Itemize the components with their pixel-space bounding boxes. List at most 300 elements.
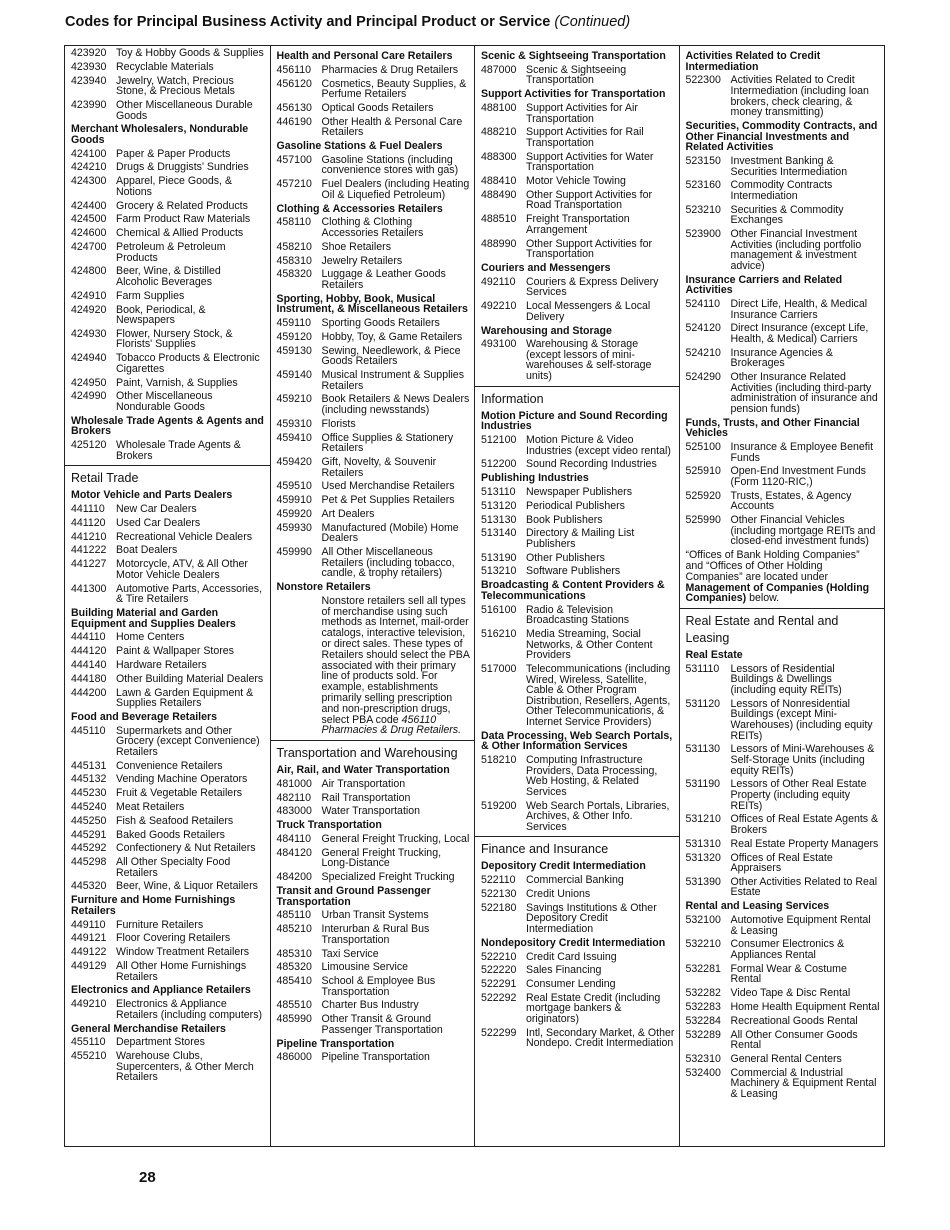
activity-description: Other Miscellaneous Nondurable Goods [116,390,213,413]
activity-description: Chemical & Allied Products [116,227,244,240]
naics-code: 518210 [481,754,517,767]
activity-description: Paint, Varnish, & Supplies [116,376,238,389]
naics-code: 488410 [481,175,517,188]
activity-description: Shoe Retailers [321,240,391,253]
naics-code: 444110 [71,631,106,644]
naics-code: 459510 [276,480,312,493]
naics-code: 525910 [685,465,721,478]
naics-code: 522299 [481,1026,517,1039]
code-row [481,755,675,797]
code-row [481,993,675,1025]
code-row [481,952,675,963]
code-row [71,1037,266,1048]
naics-code: 445240 [71,800,107,813]
activity-description: Book, Periodical, & Newspapers [116,303,206,327]
activity-description: Radio & Television Broadcasting Stations [526,603,630,627]
subheading: General Merchandise Retailers [71,1022,226,1035]
activity-description: Flower, Nursery Stock, & Florists' Supplies [116,327,233,351]
subheading: Motor Vehicle and Parts Dealers [71,489,233,502]
code-row [71,881,266,892]
code-row [481,127,675,148]
activity-description: Formal Wear & Costume Rental [730,962,847,986]
activity-description: Motion Picture & Video Industries (except video rental) [526,434,671,457]
code-row [71,162,266,173]
activity-description: All Other Home Furnishings Retailers [116,959,247,983]
code-row [481,339,675,381]
subheading: Broadcasting & Content Providers & Telecommunications [481,579,665,602]
activity-description: Pipeline Transportation [321,1051,430,1064]
naics-code: 532283 [685,1000,721,1013]
code-table [64,45,885,1147]
code-row [481,528,675,549]
activity-description: Jewelry Retailers [321,254,403,267]
naics-code: 423930 [71,60,107,73]
activity-description: Hardware Retailers [116,658,207,671]
code-row [71,646,266,657]
activity-description: Paper & Paper Products [116,147,231,160]
naics-code: 459140 [276,369,312,382]
code-row [71,48,266,59]
activity-description: Motor Vehicle Towing [526,175,626,188]
code-row [277,79,471,100]
code-row [71,999,266,1020]
code-row [686,491,881,512]
subheading: Warehousing and Storage [481,324,612,337]
naics-code: 445131 [71,759,107,772]
code-row [481,889,675,900]
activity-description: Air Transportation [321,777,406,790]
code-row [277,495,471,506]
naics-code: 512100 [481,434,517,447]
column-4 [680,46,885,1146]
naics-code: 522291 [481,978,517,991]
code-row [481,501,675,512]
code-row [277,179,471,200]
naics-code: 513130 [481,513,517,526]
code-row [686,853,881,874]
naics-code: 513190 [481,551,517,564]
code-row [277,394,471,415]
code-row [71,305,266,326]
code-row [71,228,266,239]
subheading: Depository Credit Intermediation [481,860,646,873]
naics-code: 445110 [71,724,106,737]
naics-code: 423940 [71,74,107,87]
code-row [277,269,471,290]
section [475,836,679,1049]
activity-description: Gift, Novelty, & Souvenir Retailers [321,455,437,479]
code-row [481,190,675,211]
activity-description: Support Activities for Rail Transportation [526,126,644,149]
activity-description: Book Retailers & News Dealers (including newsstands) [321,393,470,416]
naics-code: 532282 [685,987,721,1000]
activity-description: Media Streaming, Social Networks, & Other Content Providers [526,628,653,662]
note-end: below. [746,592,780,605]
naics-code: 458210 [276,240,312,253]
activity-description: Activities Related to Credit Intermediation (including loan brokers, check clearing, & money transmitting) [730,74,869,119]
code-row [71,761,266,772]
activity-description: New Car Dealers [116,503,197,516]
naics-code: 524290 [685,371,721,384]
naics-code: 488990 [481,237,517,250]
naics-code: 531390 [685,875,721,888]
naics-code: 493100 [481,338,517,351]
activity-description: Recyclable Materials [116,60,214,73]
activity-description: Interurban & Rural Bus Transportation [321,923,430,946]
code-row [277,872,471,883]
code-row [71,201,266,212]
naics-code: 516210 [481,628,517,640]
activity-description: Credit Unions [526,888,591,900]
naics-code: 485310 [276,947,312,960]
activity-description: Scenic & Sightseeing Transportation [526,63,627,87]
activity-description: Other Financial Investment Activities (including portfolio management & investment advice) [730,228,862,272]
activity-description: Motorcycle, ATV, & All Other Motor Vehicle Dealers [116,558,248,581]
activity-description: Vending Machine Operators [116,773,248,786]
naics-code: 483000 [276,805,312,818]
naics-code: 531190 [685,778,721,791]
naics-code: 455210 [71,1050,107,1063]
activity-description: Used Car Dealers [116,516,201,529]
naics-code: 513120 [481,499,517,512]
code-row [71,100,266,121]
section-title: Finance and Insurance [481,842,609,857]
subheading: Data Processing, Web Search Portals, & Other Information Services [481,729,673,753]
naics-code: 424500 [71,213,107,226]
naics-code: 459990 [276,546,312,559]
code-row [277,242,471,253]
naics-code: 516100 [481,603,517,616]
naics-code: 423990 [71,98,107,111]
naics-code: 456110 [276,63,312,76]
code-row [277,806,471,817]
code-row [277,1014,471,1035]
code-row [481,566,675,577]
code-row [277,910,471,921]
code-row [481,629,675,661]
naics-code: 446190 [276,115,312,128]
naics-code: 525100 [685,441,721,454]
code-row [277,419,471,430]
activity-description: Investment Banking & Securities Intermediation [730,154,848,178]
activity-description: Musical Instrument & Supplies Retailers [321,369,464,392]
naics-code: 532284 [685,1014,721,1027]
naics-code: 459130 [276,344,312,357]
activity-description: Offices of Real Estate Appraisers [730,851,833,875]
activity-description: Furniture Retailers [116,918,204,931]
activity-description: Convenience Retailers [116,759,223,772]
naics-code: 524120 [685,322,721,335]
subheading: Funds, Trusts, and Other Financial Vehicles [685,416,860,440]
activity-description: Tobacco Products & Electronic Cigarettes [116,352,260,375]
naics-code: 445292 [71,842,107,855]
code-row [277,332,471,343]
naics-code: 519200 [481,799,517,812]
code-row [71,632,266,643]
activity-description: Couriers & Express Delivery Services [526,275,659,299]
naics-code: 441227 [71,558,107,571]
naics-code: 522180 [481,901,517,914]
subheading: Insurance Carriers and Related Activities [685,273,843,297]
activity-description: Automotive Equipment Rental & Leasing [730,914,871,937]
activity-description: Lessors of Mini-Warehouses & Self-Storage Units (including equity REITs) [730,743,875,777]
activity-description: Lessors of Residential Buildings & Dwellings (including equity REITs) [730,662,842,697]
code-row [686,299,881,320]
code-row [71,440,266,461]
subheading: Sporting, Hobby, Book, Musical Instrument, & Miscellaneous Retailers [276,292,468,316]
activity-description: Commodity Contracts Intermediation [730,179,833,202]
activity-description: Other Health & Personal Care Retailers [321,115,463,139]
activity-description: Recreational Goods Rental [730,1014,858,1027]
naics-code: 455110 [71,1036,106,1049]
naics-code: 525990 [685,514,721,527]
code-row [686,779,881,811]
naics-code: 441110 [71,503,105,516]
naics-code: 441222 [71,544,107,557]
subheading: Pipeline Transportation [276,1037,395,1050]
activity-description: Directory & Mailing List Publishers [526,527,635,550]
subheading: Air, Rail, and Water Transportation [276,764,450,777]
code-row [686,839,881,850]
activity-description: All Other Consumer Goods Rental [730,1028,858,1052]
naics-code: 444140 [71,658,107,671]
naics-code: 485510 [276,999,312,1012]
naics-code: 513140 [481,527,517,540]
activity-description: Other Publishers [526,551,605,564]
activity-description: Lawn & Garden Equipment & Supplies Retailers [116,686,254,710]
naics-code: 459210 [276,393,312,406]
code-row [71,214,266,225]
activity-description: Charter Bus Industry [321,999,419,1012]
code-row [277,848,471,869]
page-number: 28 [139,1169,156,1186]
subheading: Securities, Commodity Contracts, and Other Financial Investments and Related Activities [685,119,878,154]
code-row [277,834,471,845]
activity-description: Jewelry, Watch, Precious Stone, & Precious Metals [116,74,235,98]
activity-description: Specialized Freight Trucking [321,871,455,884]
naics-code: 456130 [276,101,312,114]
activity-description: Sporting Goods Retailers [321,317,440,330]
naics-code: 425120 [71,439,107,452]
code-row [686,939,881,960]
naics-code: 532281 [685,962,721,975]
naics-code: 449210 [71,998,107,1011]
section [65,465,270,1083]
code-row [686,156,881,177]
code-row [686,515,881,547]
activity-description: Taxi Service [321,947,379,960]
code-row [686,1068,881,1100]
code-row [481,515,675,526]
code-row [481,664,675,728]
code-row [71,532,266,543]
naics-code: 488510 [481,213,517,226]
code-row [71,843,266,854]
naics-code: 424930 [71,327,107,340]
code-row [481,152,675,173]
activity-description: Used Merchandise Retailers [321,480,455,493]
naics-code: 484110 [276,833,312,846]
activity-description: Wholesale Trade Agents & Brokers [116,439,241,462]
subheading: Motion Picture and Sound Recording Industries [481,409,668,433]
code-row [277,793,471,804]
activity-description: Consumer Lending [526,978,616,991]
code-row [277,547,471,579]
naics-code: 532400 [685,1066,721,1079]
code-row [277,481,471,492]
activity-description: Cosmetics, Beauty Supplies, & Perfume Retailers [321,77,467,101]
naics-code: 459910 [276,494,312,507]
code-row [71,242,266,263]
activity-description: Home Centers [116,631,185,644]
activity-description: Beer, Wine, & Distilled Alcoholic Beverages [116,265,221,288]
activity-description: Intl, Secondary Market, & Other Nondepo. Credit Intermediation [526,1026,675,1050]
subheading: Electronics and Appliance Retailers [71,984,251,997]
code-row [277,976,471,997]
activity-description: Other Insurance Related Activities (including third-party administration of insurance and pension funds) [730,371,878,415]
naics-code: 459120 [276,330,312,343]
activity-description: Computing Infrastructure Providers, Data Processing, Web Hosting, & Related Services [526,754,658,798]
code-row [481,1028,675,1049]
note-text: “Offices of Bank Holding Companies” and “Offices of Other Holding Companies” are located under [685,549,860,583]
activity-description: Commercial Banking [526,874,624,887]
subheading: Health and Personal Care Retailers [276,50,453,62]
activity-description: Savings Institutions & Other Depository Credit Intermediation [526,901,657,935]
naics-code: 524110 [685,297,721,310]
naics-code: 488490 [481,188,517,201]
code-row [71,1051,266,1083]
activity-description: Optical Goods Retailers [321,101,434,114]
activity-description: Manufactured (Mobile) Home Dealers [321,521,459,545]
naics-code: 513210 [481,565,517,578]
code-row [481,801,675,833]
activity-description: Fruit & Vegetable Retailers [116,787,243,800]
code-row [686,372,881,414]
code-row [277,217,471,238]
activity-description: Open-End Investment Funds (Form 1120-RIC,) [730,465,866,488]
subheading: Real Estate [685,649,743,662]
naics-code: 424100 [71,147,107,160]
code-row [686,205,881,226]
naics-code: 513110 [481,485,516,498]
naics-code: 424800 [71,265,107,278]
naics-code: 456120 [276,77,312,90]
holding-companies-note [686,550,881,604]
code-row [481,965,675,976]
activity-description: Art Dealers [321,507,375,520]
code-row [71,559,266,580]
code-row [71,816,266,827]
naics-code: 424950 [71,376,107,389]
code-row [686,442,881,463]
naics-code: 485990 [276,1013,312,1026]
subheading: Building Material and Garden Equipment and Supplies Dealers [71,607,236,630]
code-row [686,1002,881,1013]
code-row [71,857,266,878]
naics-code: 423920 [71,47,107,59]
naics-code: 445230 [71,787,107,800]
activity-description: Window Treatment Retailers [116,946,250,959]
activity-description: Boat Dealers [116,544,178,557]
naics-code: 449121 [71,932,107,945]
activity-description: Direct Insurance (except Life, Health, & Medical) Carriers [730,322,869,345]
naics-code: 441120 [71,516,106,529]
activity-description: Direct Life, Health, & Medical Insurance Carriers [730,297,868,321]
subheading: Publishing Industries [481,472,589,485]
naics-code: 481000 [276,777,312,790]
activity-description: Baked Goods Retailers [116,828,225,841]
naics-code: 488210 [481,126,517,139]
activity-description: Other Support Activities for Road Transportation [526,188,653,212]
naics-code: 424600 [71,227,107,240]
code-row [71,584,266,605]
naics-code: 445320 [71,880,107,893]
activity-description: Warehousing & Storage (except lessors of mini-warehouses & self-storage units) [526,338,652,383]
activity-description: Confectionery & Nut Retailers [116,842,256,855]
code-row [277,346,471,367]
naics-code: 424300 [71,175,107,188]
code-row [71,961,266,982]
activity-description: School & Employee Bus Transportation [321,975,436,998]
code-row [686,229,881,271]
code-row [277,523,471,544]
section-title: Real Estate and Rental and Leasing [685,614,839,646]
activity-description: All Other Miscellaneous Retailers (including tobacco, candle, & trophy retailers) [321,546,455,580]
subheading: Wholesale Trade Agents & Agents and Brokers [71,414,264,438]
naics-code: 532310 [685,1052,721,1065]
activity-description: Farm Supplies [116,289,185,302]
naics-code: 458310 [276,254,312,267]
activity-description: Luggage & Leather Goods Retailers [321,268,446,291]
naics-code: 522220 [481,964,517,977]
naics-code: 457210 [276,178,312,191]
activity-description: General Freight Trucking, Local [321,833,470,846]
subheading: Transit and Ground Passenger Transportation [276,884,431,908]
code-row [277,318,471,329]
code-row [71,504,266,515]
code-row [481,301,675,322]
code-row [481,435,675,456]
code-row [71,76,266,97]
naics-code: 486000 [276,1051,312,1064]
naics-code: 459930 [276,521,312,534]
naics-code: 523210 [685,203,721,216]
activity-description: Lessors of Nonresidential Buildings (except Mini-Warehouses) (including equity REITs) [730,697,873,742]
code-row [686,877,881,898]
code-row [277,924,471,945]
activity-description: Petroleum & Petroleum Products [116,240,226,264]
naics-code: 484200 [276,871,312,884]
subheading: Activities Related to Credit Intermediation [685,50,821,73]
code-row [686,323,881,344]
naics-code: 488100 [481,101,517,114]
code-row [71,62,266,73]
activity-description: Meat Retailers [116,800,185,813]
subheading: Truck Transportation [276,819,382,832]
code-row [686,466,881,487]
activity-description: Sound Recording Industries [526,458,657,471]
code-row [277,779,471,790]
section [680,608,885,1099]
naics-code: 532210 [685,938,721,951]
code-row [481,176,675,187]
naics-code: 457100 [276,153,312,166]
column-2 [271,46,476,1146]
column-3 [475,46,680,1146]
code-row [277,1000,471,1011]
activity-description: Warehouse Clubs, Supercenters, & Other Merch Retailers [116,1050,254,1084]
activity-description: Commercial & Industrial Machinery & Equipment Rental & Leasing [730,1066,877,1100]
